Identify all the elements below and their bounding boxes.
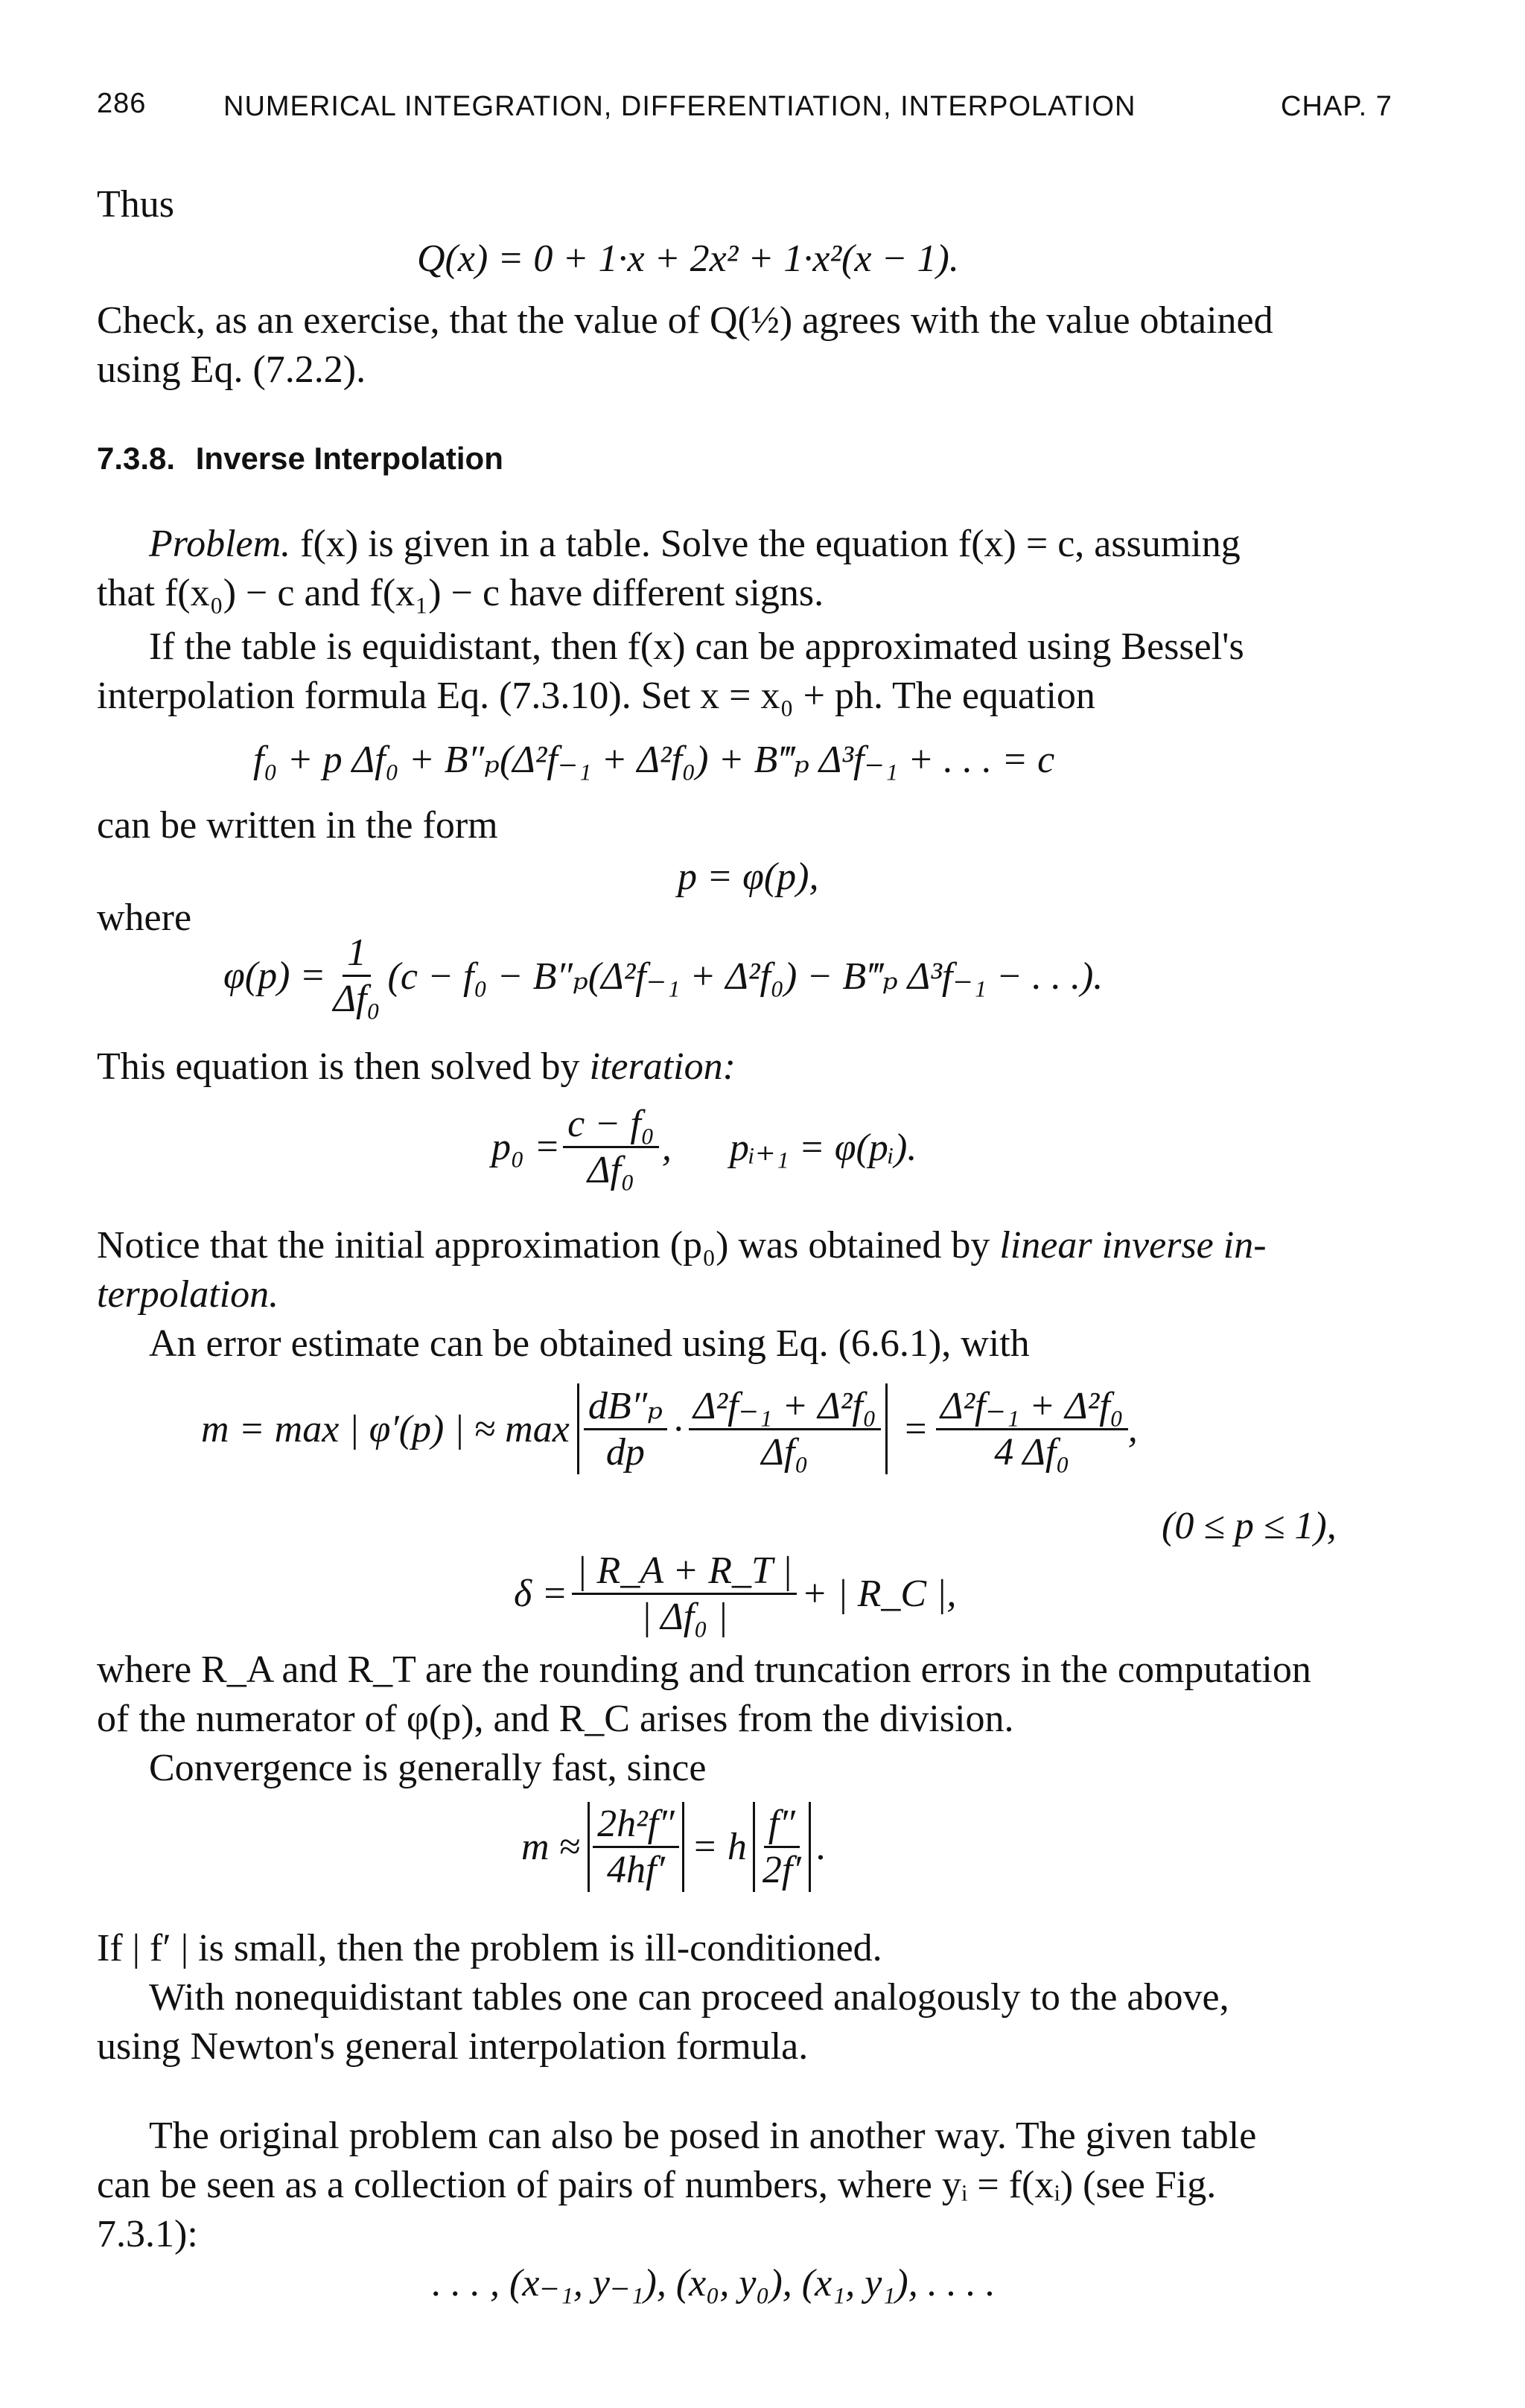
- error-estimate-text: An error estimate can be obtained using Eq. (6.6.1), with: [149, 1322, 1030, 1365]
- bessel-equation: f₀ + p Δf₀ + B″ₚ(Δ²f₋₁ + Δ²f₀) + B‴ₚ Δ³f₋₁ + . . . = c: [253, 739, 1055, 781]
- conv-abs-bars-1: [588, 1802, 684, 1892]
- original-problem-line1: The original problem can also be posed in another way. The given table: [149, 2115, 1257, 2157]
- ill-conditioned-text: If | f′ | is small, then the problem is ill-conditioned.: [97, 1927, 882, 1969]
- p-range: (0 ≤ p ≤ 1),: [1162, 1505, 1337, 1547]
- conv-first-denominator: 4hf′: [607, 1849, 665, 1891]
- m-second-denominator: Δf₀: [761, 1431, 809, 1474]
- conv-mid: = h: [691, 1826, 747, 1868]
- problem-text-line1: f(x) is given in a table. Solve the equation f(x) = c, assuming: [300, 523, 1241, 565]
- m-second-fraction: [689, 1383, 881, 1474]
- page-number: 286: [97, 88, 147, 119]
- m-result-denominator: 4 Δf₀: [994, 1431, 1070, 1474]
- dbdp-denominator: dp: [605, 1431, 645, 1474]
- original-problem-line3: 7.3.1):: [97, 2213, 198, 2255]
- original-problem-line2: can be seen as a collection of pairs of numbers, where yᵢ = f(xᵢ) (see Fig.: [97, 2164, 1217, 2206]
- conv-first-fraction: [593, 1802, 679, 1892]
- notice-emphasis: linear inverse in-: [999, 1224, 1267, 1267]
- q-polynomial-equation: Q(x) = 0 + 1·x + 2x² + 1·x²(x − 1).: [417, 238, 959, 280]
- delta-fraction: [572, 1549, 797, 1639]
- m-result-numerator: Δ²f₋₁ + Δ²f₀: [936, 1383, 1128, 1430]
- bessel-text-line2: interpolation formula Eq. (7.3.10). Set x = x₀ + ph. The equation: [97, 675, 1095, 717]
- chapter-label: CHAP. 7: [1281, 91, 1392, 122]
- phi-lhs: φ(p) =: [223, 955, 326, 997]
- pairs-sequence: . . . , (x₋₁, y₋₁), (x₀, y₀), (x₁, y₁), . . . .: [432, 2262, 996, 2305]
- delta-equation: [514, 1549, 956, 1639]
- delta-rhs: + | R_C |,: [801, 1573, 957, 1615]
- section-number: 7.3.8.: [97, 441, 176, 476]
- delta-lhs: δ =: [514, 1573, 568, 1615]
- delta-denominator: | Δf₀ |: [640, 1596, 728, 1638]
- p0-numerator: c − f₀: [563, 1102, 659, 1148]
- m-lhs: m = max | φ′(p) | ≈ max: [201, 1407, 570, 1450]
- convergence-text: Convergence is generally fast, since: [149, 1747, 707, 1789]
- m-comma: ,: [1127, 1407, 1138, 1450]
- m-equals: =: [902, 1407, 929, 1450]
- iteration-word: iteration:: [589, 1045, 736, 1088]
- thus-word: Thus: [97, 183, 174, 226]
- m-abs-bars: [577, 1383, 888, 1474]
- conv-lhs: m ≈: [521, 1826, 581, 1868]
- iteration-text: This equation is then solved by: [97, 1045, 590, 1088]
- fixed-point-equation: p = φ(p),: [678, 856, 819, 898]
- conv-second-fraction: [758, 1802, 806, 1892]
- where-errors-line1: where R_A and R_T are the rounding and truncation errors in the computation: [97, 1649, 1311, 1691]
- phi-rhs: (c − f₀ − B″ₚ(Δ²f₋₁ + Δ²f₀) − B‴ₚ Δ³f₋₁ − . . .).: [387, 955, 1104, 998]
- section-title: Inverse Interpolation: [195, 441, 503, 476]
- nonequidistant-line1: With nonequidistant tables one can proceed analogously to the above,: [149, 1976, 1229, 2019]
- dbdp-fraction: [584, 1383, 667, 1474]
- nonequidistant-line2: using Newton's general interpolation formula.: [97, 2025, 809, 2068]
- conv-first-numerator: 2h²f″: [593, 1802, 679, 1848]
- m-estimate-equation: [201, 1383, 1138, 1474]
- conv-end: .: [816, 1826, 827, 1868]
- phi-definition: [223, 931, 1103, 1021]
- written-form-text: can be written in the form: [97, 804, 498, 847]
- problem-text-line2: that f(x₀) − c and f(x₁) − c have different signs.: [97, 572, 824, 614]
- iteration-formulas: [491, 1102, 917, 1192]
- notice-text-line2: terpolation.: [97, 1273, 279, 1316]
- dbdp-numerator: dB″ₚ: [584, 1383, 667, 1430]
- p0-denominator: Δf₀: [588, 1149, 635, 1191]
- conv-second-numerator: f″: [764, 1802, 800, 1848]
- m-result-fraction: [936, 1383, 1128, 1474]
- where-label-1: where: [97, 896, 192, 939]
- notice-text-line1: Notice that the initial approximation (p₀) was obtained by: [97, 1224, 1000, 1267]
- conv-second-denominator: 2f′: [762, 1849, 801, 1891]
- problem-label: Problem.: [149, 523, 291, 565]
- convergence-equation: [521, 1802, 827, 1892]
- p-recursion: , pᵢ₊₁ = φ(pᵢ).: [661, 1126, 917, 1169]
- m-dot: ·: [673, 1407, 684, 1450]
- phi-denominator: Δf₀: [333, 978, 381, 1020]
- phi-fraction: [329, 931, 385, 1021]
- m-second-numerator: Δ²f₋₁ + Δ²f₀: [689, 1383, 881, 1430]
- bessel-text-line1: If the table is equidistant, then f(x) can be approximated using Bessel's: [149, 625, 1244, 668]
- p0-fraction: [563, 1102, 659, 1192]
- phi-numerator: 1: [343, 931, 371, 977]
- check-text-line2: using Eq. (7.2.2).: [97, 348, 366, 391]
- p0-lhs: p₀ =: [491, 1126, 561, 1168]
- running-title: NUMERICAL INTEGRATION, DIFFERENTIATION, INTERPOLATION: [223, 91, 1136, 122]
- where-errors-line2: of the numerator of φ(p), and R_C arises from the division.: [97, 1698, 1014, 1740]
- conv-abs-bars-2: [753, 1802, 811, 1892]
- check-text-line1: Check, as an exercise, that the value of Q(½) agrees with the value obtained: [97, 299, 1273, 342]
- delta-numerator: | R_A + R_T |: [572, 1549, 797, 1595]
